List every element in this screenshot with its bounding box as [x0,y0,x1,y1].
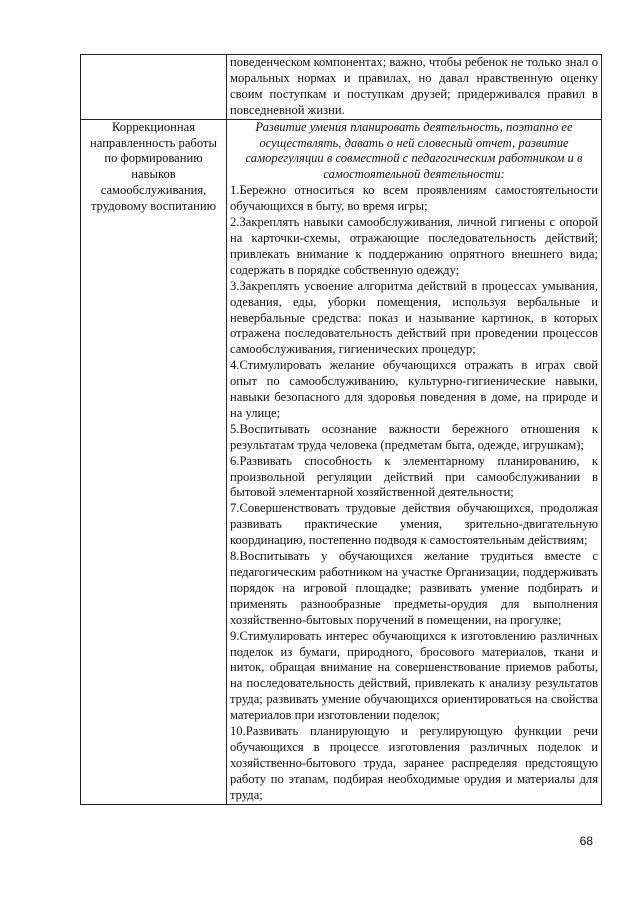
table-row-continuation [81,55,602,120]
table-row-main [81,119,602,804]
list-item: 2.Закреплять навыки самообслуживания, личной гигиены с опорой на карточки-схемы, отражающие последовательность действий; привлекать внимание к поддержанию опрятного внешнего вида; содержать в порядке собственную одежду; [230,215,598,277]
section-heading-cell: Коррекционная направленность работы по формированию навыков самообслуживания, трудовому воспитанию [81,119,227,804]
page-number: 68 [579,834,593,848]
list-item: 7.Совершенствовать трудовые действия обучающихся, продолжая развивать практические умения, зрительно-двигательную координацию, постепенно подводя к самостоятельным действиям; [230,501,598,548]
list-item: 10.Развивать планирующую и регулирующую функции речи обучающихся в процессе изготовления различных поделок и хозяйственно-бытового труда, заранее распределяя предстоящую работу по этапам, подбирая необходимые орудия и материалы для труда; [230,724,598,802]
list-item: 8.Воспитывать у обучающихся желание трудиться вместе с педагогическим работником на участке Организации, поддерживать порядок на игровой площадке; развивать умение подбирать и применять разнообразные предметы-орудия для выполнения хозяйственно-бытовых поручений в помещении, на прогулке; [230,549,598,627]
list-item: 6.Развивать способность к элементарному планированию, к произвольной регуляции действий при самообслуживании в бытовой элементарной хозяйственной деятельности; [230,453,598,500]
list-item: 4.Стимулировать желание обучающихся отражать в играх свой опыт по самообслуживанию, культурно-гигиенические навыки, навыки безопасного для здоровья поведения в доме, на природе и на улице; [230,358,598,420]
continuation-text: поведенческом компонентах; важно, чтобы ребенок не только знал о моральных нормах и правилах, но давал нравственную оценку своим поступкам и поступкам друзей; придерживался правил в повседневной жизни. [230,55,598,117]
list-item: 5.Воспитывать осознание важности бережного отношения к результатам труда человека (предметам быта, одежде, игрушкам); [230,421,598,452]
right-cell-continuation [227,55,602,120]
list-item: 9.Стимулировать интерес обучающихся к изготовлению различных поделок из бумаги, природного, бросового материалов, ткани и ниток, обращая внимание на совершенствование приемов работы, на последовательность действий, привлекать к анализу результатов труда; развивать умение обучающихся ориентироваться на свойства материалов при изготовлении поделок; [230,628,598,723]
content-table [80,54,602,805]
section-content-cell [227,119,602,804]
section-intro: Развитие умения планировать деятельность, поэтапно ее осуществлять, давать о ней словесный отчет, развитие саморегуляции в совместной с педагогическим работником и в самостоятельной деятельности: [245,119,583,182]
left-cell-empty [81,55,227,120]
list-item: 1.Бережно относиться ко всем проявлениям самостоятельности обучающихся в быту, во время игры; [230,183,598,214]
list-item: 3.Закреплять усвоение алгоритма действий в процессах умывания, одевания, еды, уборки помещения, используя вербальные и невербальные средства: показ и называние картинок, в которых отражена последовательность действий при проведении процессов самообслуживания, гигиенических процедур; [230,278,598,357]
